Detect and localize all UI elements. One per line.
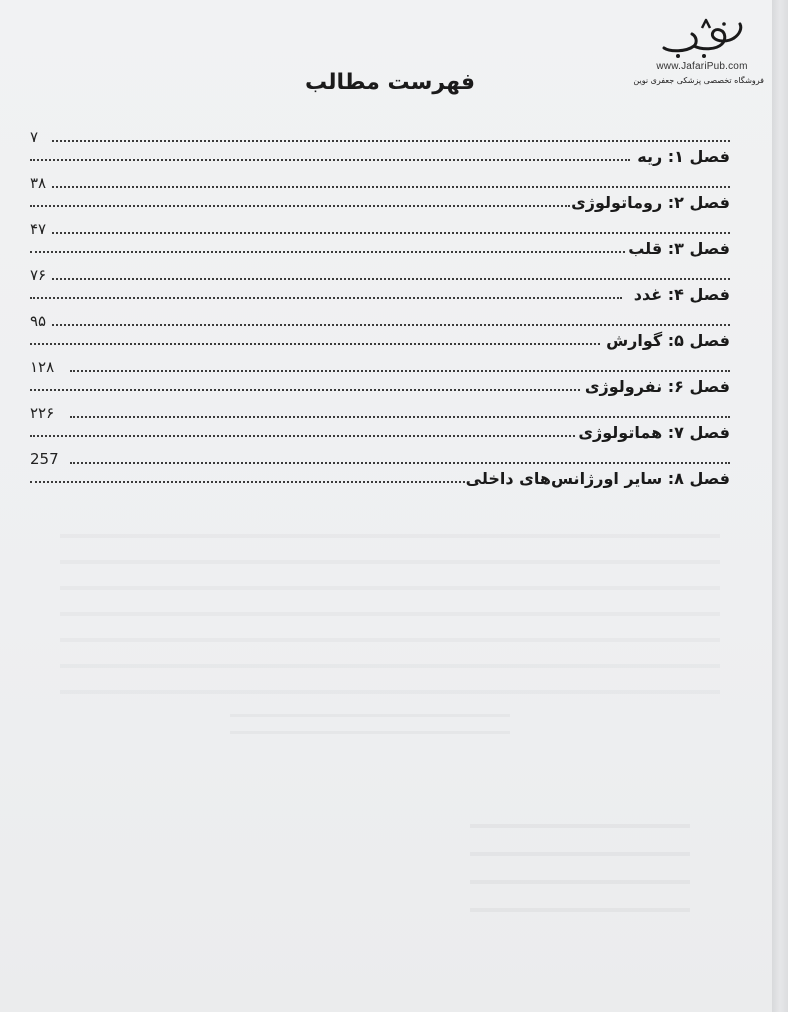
toc-chapter-title: فصل ۲: روماتولوژی bbox=[571, 193, 730, 212]
toc-dot-leader bbox=[70, 416, 730, 418]
publisher-store-name: فروشگاه تخصصی پزشکی جعفری نوین bbox=[633, 76, 764, 85]
toc-chapter-title: فصل ۸: سایر اورژانس‌های داخلی bbox=[465, 469, 730, 488]
toc-dot-leader bbox=[30, 481, 465, 483]
toc-entry bbox=[30, 266, 730, 306]
toc-dot-leader bbox=[30, 343, 600, 345]
publisher-logo-icon bbox=[656, 18, 748, 60]
publisher-url: www.JafariPub.com bbox=[656, 61, 748, 72]
toc-page-number: ۲۲۶ bbox=[30, 404, 55, 422]
toc-chapter-title: فصل ۴: غدد bbox=[633, 285, 730, 304]
toc-page-number: ۷ bbox=[30, 128, 39, 146]
bleed-through-block bbox=[470, 800, 690, 920]
toc-entry bbox=[30, 128, 730, 168]
toc-chapter-title: فصل ۱: ریه bbox=[637, 147, 730, 166]
publisher-logo bbox=[633, 18, 764, 85]
toc-dot-leader bbox=[30, 205, 570, 207]
toc-chapter-title: فصل ۳: قلب bbox=[628, 239, 730, 258]
toc-entry bbox=[30, 312, 730, 352]
toc-entry bbox=[30, 220, 730, 260]
toc-chapter-title: فصل ۵: گوارش bbox=[606, 331, 730, 350]
toc-chapter-title: فصل ۶: نفرولوژی bbox=[584, 377, 730, 396]
toc-page-number: ۳۸ bbox=[30, 174, 47, 192]
toc-dot-leader bbox=[30, 297, 622, 299]
toc-dot-leader bbox=[52, 186, 730, 188]
toc-dot-leader bbox=[30, 435, 575, 437]
toc-dot-leader bbox=[52, 278, 730, 280]
toc-page-number: ۱۲۸ bbox=[30, 358, 55, 376]
toc-dot-leader bbox=[30, 251, 625, 253]
bleed-through-text bbox=[60, 512, 720, 712]
toc-dot-leader bbox=[70, 462, 730, 464]
toc-entry bbox=[30, 450, 730, 490]
toc-entry bbox=[30, 404, 730, 444]
toc-page-number: 257 bbox=[30, 450, 59, 468]
toc-dot-leader bbox=[30, 159, 630, 161]
bleed-through-block bbox=[230, 700, 510, 740]
toc-dot-leader bbox=[52, 140, 730, 142]
toc-chapter-title: فصل ۷: هماتولوژی bbox=[578, 423, 730, 442]
page-title: فهرست مطالب bbox=[304, 70, 476, 95]
toc-dot-leader bbox=[70, 370, 730, 372]
page-edge bbox=[772, 0, 788, 1012]
toc-page-number: ۴۷ bbox=[30, 220, 47, 238]
toc-page-number: ۹۵ bbox=[30, 312, 47, 330]
toc-entry bbox=[30, 174, 730, 214]
toc-dot-leader bbox=[52, 324, 730, 326]
toc-dot-leader bbox=[52, 232, 730, 234]
toc-entry bbox=[30, 358, 730, 398]
toc-dot-leader bbox=[30, 389, 580, 391]
toc-page-number: ۷۶ bbox=[30, 266, 47, 284]
